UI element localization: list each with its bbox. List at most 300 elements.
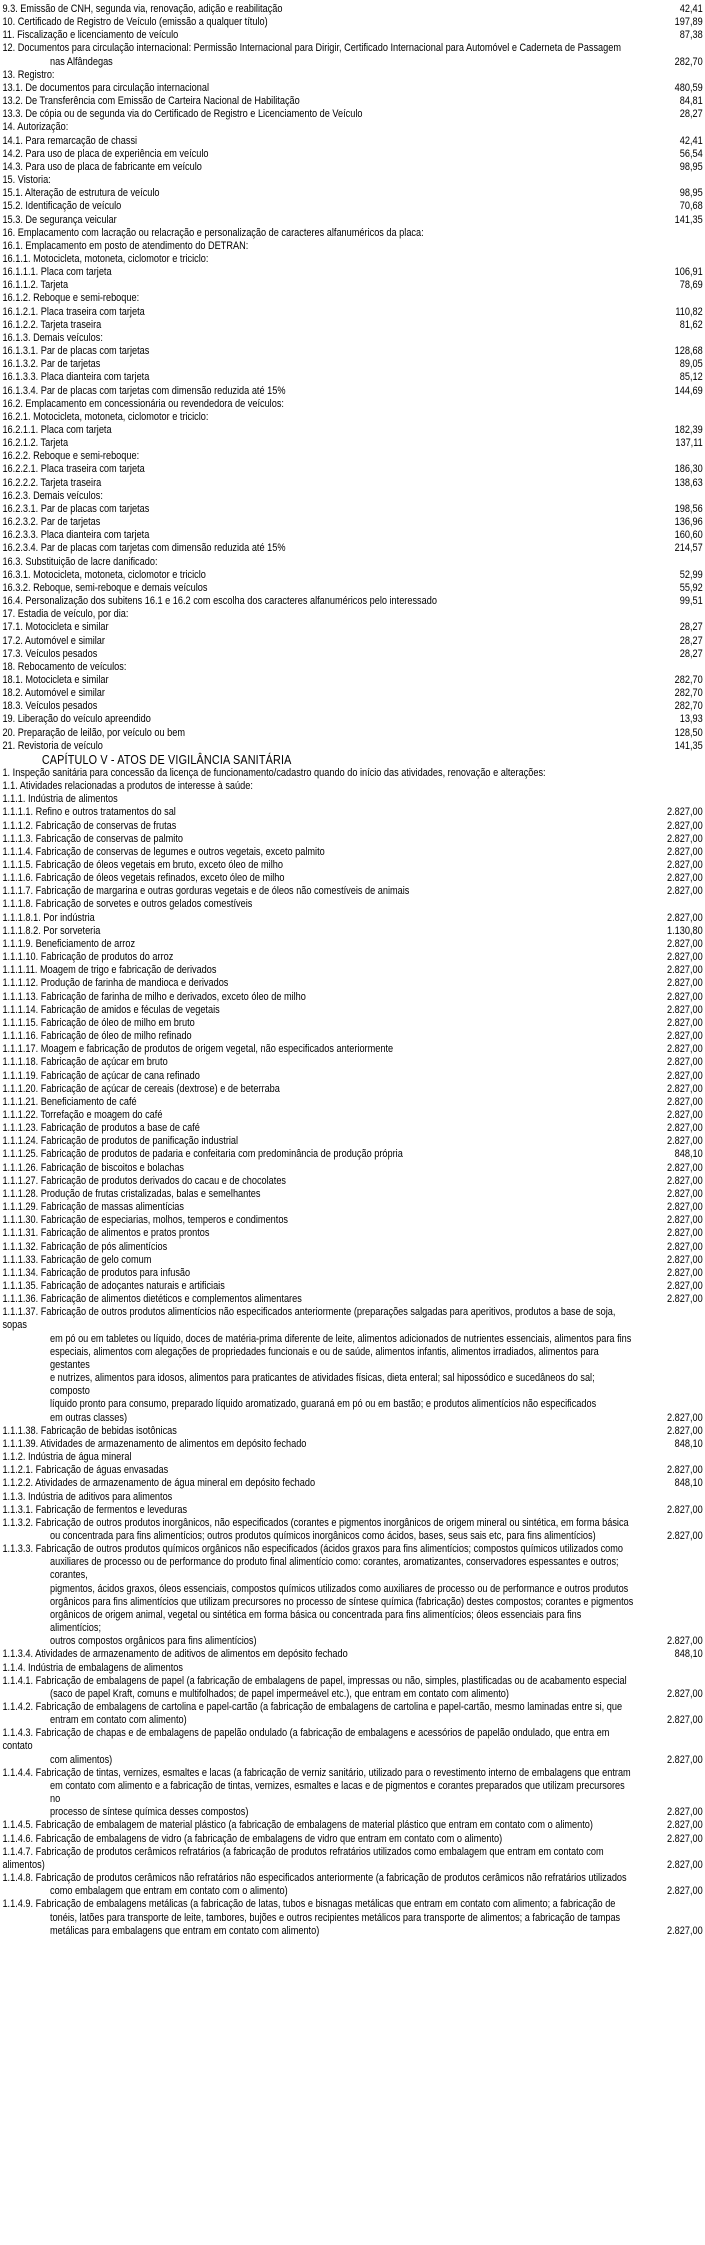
fee-value: 2.827,00 — [667, 1069, 703, 1082]
fee-row — [2, 135, 702, 148]
fee-description-line: 1.1.1.11. Moagem de trigo e fabricação de derivados — [2, 964, 217, 977]
fee-description — [2, 1648, 645, 1661]
fee-description — [2, 200, 645, 213]
fee-description — [2, 595, 645, 608]
fee-description — [2, 240, 645, 253]
fee-value: 2.827,00 — [667, 806, 703, 819]
fee-description — [2, 1701, 645, 1727]
fee-row — [2, 1727, 702, 1766]
fee-description — [2, 1504, 645, 1517]
fee-description-line: 1.1.3. Indústria de aditivos para alimentos — [2, 1490, 173, 1503]
fee-description — [2, 108, 645, 121]
fee-description — [2, 1017, 645, 1030]
fee-description — [2, 621, 645, 634]
fee-description-line: 16.3. Substituição de lacre danificado: — [2, 555, 158, 568]
fee-description-line: 1.1.1.23. Fabricação de produtos a base de café — [2, 1122, 200, 1135]
fee-description-line: 1.1.1.6. Fabricação de óleos vegetais refinados, exceto óleo de milho — [2, 872, 285, 885]
fee-description-continuation: especiais, alimentos com alegações de propriedades funcionais e ou de saúde, alimentos infantis, alimentos irradiados, alimentos para gestantes — [50, 1345, 599, 1371]
fee-row — [2, 859, 702, 872]
fee-description — [2, 1175, 645, 1188]
fee-description-line: 19. Liberação do veículo apreendido — [2, 713, 151, 726]
fee-row — [2, 635, 702, 648]
fee-row — [2, 240, 702, 253]
fee-row — [2, 713, 702, 726]
fee-value: 136,96 — [674, 516, 703, 529]
fee-description — [2, 69, 645, 82]
fee-row — [2, 121, 702, 134]
fee-row — [2, 319, 702, 332]
fee-value: 2.827,00 — [667, 819, 703, 832]
fee-row — [2, 1109, 702, 1122]
fee-description-line: 1.1.1.8.1. Por indústria — [2, 911, 95, 924]
fee-description-line: 15.3. De segurança veicular — [2, 213, 117, 226]
fee-description — [2, 898, 645, 911]
fee-value: 28,27 — [679, 647, 703, 660]
fee-description-line: 16.2.1. Motocicleta, motoneta, ciclomotor e triciclo: — [2, 410, 209, 423]
fee-description-line: 17.1. Motocicleta e similar — [2, 621, 109, 634]
fee-description — [2, 635, 645, 648]
fee-description — [2, 253, 645, 266]
fee-row — [2, 3, 702, 16]
fee-description-line: 1.1.4.1. Fabricação de embalagens de papel (a fabricação de embalagens de papel, impressas ou não, simples, plastificadas ou de acabamento especial — [2, 1674, 627, 1687]
fee-description-continuation: processo de síntese química desses compostos) — [50, 1806, 249, 1819]
fee-description — [2, 582, 645, 595]
fee-description-continuation: orgânicos de origem animal, vegetal ou sintética em forma básica ou concentrada para fins alimentícios; óleos essenciais para fins alimentícios; — [50, 1608, 582, 1635]
fee-description — [2, 292, 645, 305]
fee-description — [2, 477, 645, 490]
fee-row — [2, 1438, 702, 1451]
fee-description-line: 1.1.1.9. Beneficiamento de arroz — [2, 937, 136, 950]
fee-description — [2, 1201, 645, 1214]
fee-value: 98,95 — [679, 160, 703, 173]
fee-description-line: 1.1.4.5. Fabricação de embalagem de material plástico (a fabricação de embalagens de material plástico que entram em contato com o alimento) — [2, 1819, 593, 1832]
fee-description — [2, 767, 645, 780]
fee-description-line: 1.1.3.1. Fabricação de fermentos e leveduras — [2, 1503, 188, 1516]
fee-description — [2, 1306, 645, 1424]
fee-description — [2, 1438, 645, 1451]
fee-value: 2.827,00 — [667, 1411, 703, 1424]
fee-description-line: 1.1.1. Indústria de alimentos — [2, 793, 118, 806]
fee-description — [2, 385, 645, 398]
fee-row — [2, 1675, 702, 1701]
fee-description-line: 1.1.1.28. Produção de frutas cristalizadas, balas e semelhantes — [2, 1187, 261, 1200]
fee-description-line: 14.2. Para uso de placa de experiência em veículo — [2, 147, 209, 160]
fee-row — [2, 977, 702, 990]
fee-description — [2, 148, 645, 161]
fee-value: 2.827,00 — [667, 964, 703, 977]
fee-row — [2, 1043, 702, 1056]
fee-row — [2, 227, 702, 240]
fee-row — [2, 450, 702, 463]
fee-description-line: 16.1.1. Motocicleta, motoneta, ciclomotor e triciclo: — [2, 252, 209, 265]
fee-description-line: 1.1.1.32. Fabricação de pós alimentícios — [2, 1240, 168, 1253]
fee-row — [2, 1662, 702, 1675]
fee-description — [2, 490, 645, 503]
fee-row — [2, 648, 702, 661]
fee-description — [2, 1477, 645, 1490]
fee-description — [2, 977, 645, 990]
fee-description — [2, 42, 645, 68]
fee-description-line: 1.1.1.1. Refino e outros tratamentos do sal — [2, 806, 176, 819]
fee-description — [2, 1030, 645, 1043]
fee-value: 28,27 — [679, 634, 703, 647]
fee-value: 70,68 — [679, 200, 703, 213]
fee-description-continuation: outros compostos orgânicos para fins alimentícios) — [50, 1635, 257, 1648]
fee-row — [2, 1254, 702, 1267]
fee-description-line: 1.1.2. Indústria de água mineral — [2, 1451, 132, 1464]
fee-description — [2, 227, 645, 240]
fee-description — [2, 661, 645, 674]
fee-value: 42,41 — [679, 134, 703, 147]
fee-value: 2.827,00 — [667, 1095, 703, 1108]
fee-description-continuation: nas Alfândegas — [50, 55, 113, 68]
fee-row — [2, 1056, 702, 1069]
fee-value: 141,35 — [674, 739, 703, 752]
fee-row — [2, 806, 702, 819]
fee-description-line: 1.1.3.4. Atividades de armazenamento de aditivos de alimentos em depósito fechado — [2, 1648, 348, 1661]
fee-description-line: 13.3. De cópia ou de segunda via do Certificado de Registro e Licenciamento de Veículo — [2, 108, 363, 121]
fee-row — [2, 1819, 702, 1832]
fee-description-line: 12. Documentos para circulação internacional: Permissão Internacional para Dirigir, Certificado Internacional para Automóvel e Caderneta de Passagem — [2, 42, 622, 55]
fee-description-line: 1.1.1.33. Fabricação de gelo comum — [2, 1253, 152, 1266]
fee-description — [2, 925, 645, 938]
sanitary-fee-list — [2, 767, 702, 1938]
fee-description-continuation: ou concentrada para fins alimentícios; outros produtos químicos inorgânicos como ácidos, bases, seus sais etc, para fins alimentícios) — [50, 1529, 596, 1542]
fee-row — [2, 292, 702, 305]
fee-description-line: 1.1.3.3. Fabricação de outros produtos químicos orgânicos não especificados (ácidos graxos para fins alimentícios; compostos químicos utilizados como — [2, 1543, 624, 1556]
fee-description-continuation: orgânicos para fins alimentícios que utilizam precursores no processo de síntese química (fabricação) destes compostos; corantes e pigmentos — [50, 1595, 634, 1608]
fee-row — [2, 1846, 702, 1872]
fee-description-line: 1.1.1.20. Fabricação de açúcar de cereais (dextrose) e de beterraba — [2, 1082, 280, 1095]
fee-row — [2, 833, 702, 846]
fee-value: 214,57 — [674, 542, 703, 555]
fee-row — [2, 793, 702, 806]
fee-row — [2, 16, 702, 29]
fee-description-line: 16.1.3. Demais veículos: — [2, 331, 103, 344]
fee-description-line: 16.1. Emplacamento em posto de atendimento do DETRAN: — [2, 239, 249, 252]
fee-row — [2, 925, 702, 938]
fee-row — [2, 1017, 702, 1030]
fee-value: 99,51 — [679, 595, 703, 608]
fee-value: 2.827,00 — [667, 859, 703, 871]
fee-value: 2.827,00 — [667, 1858, 703, 1871]
fee-description-line: 16.2.1.1. Placa com tarjeta — [2, 424, 112, 436]
fee-value: 137,11 — [675, 437, 703, 450]
fee-description — [2, 1872, 645, 1898]
fee-row — [2, 42, 702, 68]
fee-row — [2, 1833, 702, 1846]
fee-description-line: 16.2.1.2. Tarjeta — [2, 437, 69, 450]
fee-description-line: 1.1.1.8. Fabricação de sorvetes e outros gelados comestíveis — [2, 898, 253, 911]
fee-description-line: 16.2. Emplacamento em concessionária ou revendedora de veículos: — [2, 397, 284, 410]
fee-row — [2, 279, 702, 292]
fee-description-line: 18. Rebocamento de veículos: — [2, 660, 127, 673]
fee-description — [2, 991, 645, 1004]
fee-description — [2, 1491, 645, 1504]
fee-row — [2, 898, 702, 911]
fee-row — [2, 490, 702, 503]
fee-description-continuation: em pó ou em tabletes ou líquido, doces de matéria-prima diferente de leite, alimentos adicionados de nutrientes essenciais, alimentos para fins — [50, 1332, 632, 1345]
fee-description — [2, 82, 645, 95]
fee-description-line: 1.1.1.12. Produção de farinha de mandioca e derivados — [2, 977, 229, 990]
fee-row — [2, 661, 702, 674]
fee-value: 55,92 — [679, 581, 703, 594]
fee-description-line: 1.1.1.24. Fabricação de produtos de panificação industrial — [2, 1135, 239, 1148]
fee-description — [2, 516, 645, 529]
fee-value: 85,12 — [679, 371, 703, 384]
fee-description-line: 1.1.2.1. Fabricação de águas envasadas — [2, 1464, 169, 1477]
fee-value: 2.827,00 — [667, 1187, 703, 1200]
fee-row — [2, 885, 702, 898]
fee-description-line: 1.1.1.30. Fabricação de especiarias, molhos, temperos e condimentos — [2, 1214, 289, 1227]
fee-description — [2, 1293, 645, 1306]
fee-description — [2, 1241, 645, 1254]
fee-row — [2, 69, 702, 82]
fee-description — [2, 1188, 645, 1201]
fee-value: 89,05 — [679, 358, 703, 371]
fee-value: 198,56 — [674, 502, 703, 515]
fee-description-continuation: metálicas para embalagens que entram em contato com alimento) — [50, 1924, 320, 1937]
fee-description-line: 1.1.4.4. Fabricação de tintas, vernizes, esmaltes e lacas (a fabricação de verniz sanitário, utilizado para o revestimento interno de embalagens que entram — [2, 1766, 631, 1779]
fee-description-line: 1.1.1.26. Fabricação de biscoitos e bolachas — [2, 1161, 185, 1174]
fee-description — [2, 872, 645, 885]
fee-description — [2, 885, 645, 898]
fee-value: 2.827,00 — [667, 1806, 703, 1819]
fee-description — [2, 529, 645, 542]
fee-description-line: 1.1.1.8.2. Por sorveteria — [2, 924, 101, 937]
fee-description-continuation: tonéis, latões para transporte de leite, tambores, bujões e outros recipientes metálicos para transporte de alimentos; a fabricação de tampas — [50, 1911, 621, 1924]
fee-row — [2, 1543, 702, 1648]
fee-description-line: 16.2.3.1. Par de placas com tarjetas — [2, 502, 150, 515]
fee-description-continuation: auxiliares de processo ou de performance do produto final alimentício como: corantes, aromatizantes, conservadores espessantes e outros; corantes, — [50, 1556, 619, 1582]
fee-description — [2, 1109, 645, 1122]
fee-row — [2, 556, 702, 569]
fee-value: 106,91 — [674, 266, 703, 279]
chapter-heading: CAPÍTULO V - ATOS DE VIGILÂNCIA SANITÁRIA — [41, 751, 292, 767]
fee-description-line: 16.1.2.2. Tarjeta traseira — [2, 318, 102, 331]
fee-description — [2, 1096, 645, 1109]
fee-description-line: 1. Inspeção sanitária para concessão da licença de funcionamento/cadastro quando do início das atividades, renovação e alterações: — [2, 766, 546, 779]
fee-description — [2, 1675, 645, 1701]
fee-description — [2, 806, 645, 819]
fee-description-line: 1.1.1.4. Fabricação de conservas de legumes e outros vegetais, exceto palmito — [2, 845, 325, 858]
fee-description-line: 13. Registro: — [2, 68, 55, 81]
fee-row — [2, 174, 702, 187]
fee-description — [2, 1833, 645, 1846]
fee-description — [2, 266, 645, 279]
fee-row — [2, 306, 702, 319]
fee-row — [2, 1162, 702, 1175]
fee-value: 2.827,00 — [667, 1043, 703, 1056]
fee-description-line: 1.1.1.15. Fabricação de óleo de milho em bruto — [2, 1016, 195, 1029]
fee-description — [2, 279, 645, 292]
fee-description-line: 1.1.1.13. Fabricação de farinha de milho e derivados, exceto óleo de milho — [2, 990, 306, 1003]
fee-row — [2, 1267, 702, 1280]
fee-description — [2, 700, 645, 713]
fee-description-continuation: em outras classes) — [50, 1411, 128, 1424]
fee-description — [2, 608, 645, 621]
fee-description — [2, 332, 645, 345]
fee-description — [2, 569, 645, 582]
fee-description — [2, 358, 645, 371]
fee-value: 2.827,00 — [667, 1240, 703, 1253]
fee-description — [2, 833, 645, 846]
fee-row — [2, 872, 702, 885]
fee-row — [2, 82, 702, 95]
fee-value: 2.827,00 — [667, 1293, 703, 1306]
fee-value: 2.827,00 — [667, 1161, 703, 1174]
fee-row — [2, 1648, 702, 1661]
fee-row — [2, 1135, 702, 1148]
fee-description-line: 15.2. Identificação de veículo — [2, 200, 122, 213]
fee-description-line: 1.1.1.39. Atividades de armazenamento de alimentos em depósito fechado — [2, 1437, 307, 1450]
fee-row — [2, 1241, 702, 1254]
fee-description — [2, 135, 645, 148]
fee-description-line: 17.2. Automóvel e similar — [2, 634, 105, 647]
fee-row — [2, 1083, 702, 1096]
fee-value: 2.827,00 — [667, 1056, 703, 1069]
fee-row — [2, 780, 702, 793]
fee-description-line: 16.1.2.1. Placa traseira com tarjeta — [2, 305, 145, 318]
fee-description-continuation: em contato com alimento e a fabricação de tintas, vernizes, esmaltes e lacas e de pigmentos e corantes preparados que utilizam precursores no — [50, 1779, 625, 1806]
fee-row — [2, 1872, 702, 1898]
fee-description-line: 1.1.1.31. Fabricação de alimentos e pratos prontos — [2, 1227, 210, 1240]
fee-value: 2.827,00 — [667, 1214, 703, 1227]
fee-description-line: 15.1. Alteração de estrutura de veículo — [2, 187, 160, 200]
fee-description — [2, 1267, 645, 1280]
fee-row — [2, 727, 702, 740]
fee-description-line: 1.1.1.3. Fabricação de conservas de palmito — [2, 832, 183, 845]
fee-row — [2, 1227, 702, 1240]
fee-description — [2, 1517, 645, 1543]
fee-value: 186,30 — [674, 463, 703, 476]
fee-description — [2, 1083, 645, 1096]
fee-description-line: 16.4. Personalização dos subitens 16.1 e 16.2 com escolha dos caracteres alfanuméricos pelo interessado — [2, 595, 437, 608]
fee-value: 2.827,00 — [667, 1227, 703, 1240]
fee-description-line: 1.1.1.17. Moagem e fabricação de produtos de origem vegetal, não especificados anteriormente — [2, 1043, 394, 1056]
fee-value: 2.827,00 — [667, 1885, 703, 1898]
fee-value: 848,10 — [674, 1437, 703, 1450]
fee-description — [2, 121, 645, 134]
fee-description — [2, 1898, 645, 1937]
fee-description-line: 16.1.1.1. Placa com tarjeta — [2, 266, 112, 279]
fee-description-line: 15. Vistoria: — [2, 174, 51, 187]
fee-row — [2, 621, 702, 634]
fee-row — [2, 187, 702, 200]
fee-description-line: 18.1. Motocicleta e similar — [2, 673, 109, 686]
fee-description-line: 14.1. Para remarcação de chassi — [2, 134, 138, 147]
fee-description — [2, 1846, 645, 1872]
fee-value: 2.827,00 — [667, 1280, 703, 1292]
fee-value: 2.827,00 — [667, 885, 703, 898]
fee-description — [2, 1254, 645, 1267]
fee-value: 282,70 — [674, 687, 703, 700]
fee-value: 2.827,00 — [667, 1687, 703, 1700]
fee-row — [2, 1451, 702, 1464]
fee-value: 2.827,00 — [667, 1266, 703, 1279]
fee-description — [2, 398, 645, 411]
fee-description-line: 1.1.1.19. Fabricação de açúcar de cana refinado — [2, 1069, 200, 1082]
fee-description-line: 16.1.3.3. Placa dianteira com tarjeta — [2, 371, 150, 384]
fee-description-line: 1.1.1.27. Fabricação de produtos derivados do cacau e de chocolates — [2, 1174, 287, 1187]
fee-description — [2, 1425, 645, 1438]
fee-row — [2, 1517, 702, 1543]
fee-description — [2, 713, 645, 726]
fee-description — [2, 214, 645, 227]
fee-row — [2, 516, 702, 529]
fee-value: 2.827,00 — [667, 1003, 703, 1016]
fee-value: 2.827,00 — [667, 937, 703, 950]
fee-description — [2, 371, 645, 384]
fee-value: 2.827,00 — [667, 1135, 703, 1148]
fee-description-line: 16.2.3.3. Placa dianteira com tarjeta — [2, 529, 150, 542]
fee-value: 138,63 — [674, 476, 703, 489]
fee-row — [2, 912, 702, 925]
fee-description — [2, 1070, 645, 1083]
fee-description-line: 1.1.4.3. Fabricação de chapas e de embalagens de papelão ondulado (a fabricação de embalagens e acessórios de papelão ondulado, que entra em contato — [2, 1727, 610, 1753]
fee-description — [2, 687, 645, 700]
fee-description-line: 13.1. De documentos para circulação internacional — [2, 81, 209, 94]
fee-row — [2, 529, 702, 542]
fee-description — [2, 912, 645, 925]
fee-value: 2.827,00 — [667, 1122, 703, 1135]
fee-value: 2.827,00 — [667, 1503, 703, 1516]
fee-value: 282,70 — [674, 700, 703, 713]
fee-description — [2, 1227, 645, 1240]
fee-value: 2.827,00 — [667, 1832, 703, 1845]
fee-description-line: 16.2.2.2. Tarjeta traseira — [2, 476, 102, 489]
fee-description-line: 1.1.1.36. Fabricação de alimentos dietéticos e complementos alimentares — [2, 1293, 302, 1306]
fee-description — [2, 648, 645, 661]
fee-row — [2, 200, 702, 213]
fee-description — [2, 1043, 645, 1056]
fee-description-line: 1.1.1.34. Fabricação de produtos para infusão — [2, 1266, 191, 1279]
fee-row — [2, 463, 702, 476]
fee-value: 2.827,00 — [667, 845, 703, 858]
fee-value: 282,70 — [674, 55, 703, 68]
fee-row — [2, 1898, 702, 1937]
fee-description — [2, 859, 645, 872]
fee-row — [2, 1701, 702, 1727]
fee-row — [2, 503, 702, 516]
fee-description-line: 1.1.1.29. Fabricação de massas alimentícias — [2, 1201, 184, 1214]
fee-description-line: 16.1.2. Reboque e semi-reboque: — [2, 292, 140, 305]
fee-row — [2, 1148, 702, 1161]
fee-value: 81,62 — [679, 318, 703, 331]
detran-fee-list — [2, 3, 702, 753]
fee-row — [2, 161, 702, 174]
fee-row — [2, 1306, 702, 1424]
fee-description-line: 16.2.3.4. Par de placas com tarjetas com dimensão reduzida até 15% — [2, 542, 286, 555]
fee-description — [2, 187, 645, 200]
fee-value: 2.827,00 — [667, 1753, 703, 1766]
fee-value: 282,70 — [674, 673, 703, 686]
fee-description-line: 1.1.1.14. Fabricação de amidos e féculas de vegetais — [2, 1003, 220, 1016]
fee-description — [2, 437, 645, 450]
fee-description-line: 16.2.3. Demais veículos: — [2, 489, 103, 502]
fee-value: 2.827,00 — [667, 1424, 703, 1437]
fee-value: 13,93 — [679, 713, 703, 726]
fee-description-line: 16.1.3.1. Par de placas com tarjetas — [2, 345, 150, 358]
fee-description — [2, 1451, 645, 1464]
fee-row — [2, 1280, 702, 1293]
fee-value: 848,10 — [674, 1477, 703, 1490]
fee-row — [2, 687, 702, 700]
fee-row — [2, 385, 702, 398]
fee-description — [2, 556, 645, 569]
fee-description-line: 21. Revistoria de veículo — [2, 739, 103, 752]
fee-description — [2, 1727, 645, 1766]
